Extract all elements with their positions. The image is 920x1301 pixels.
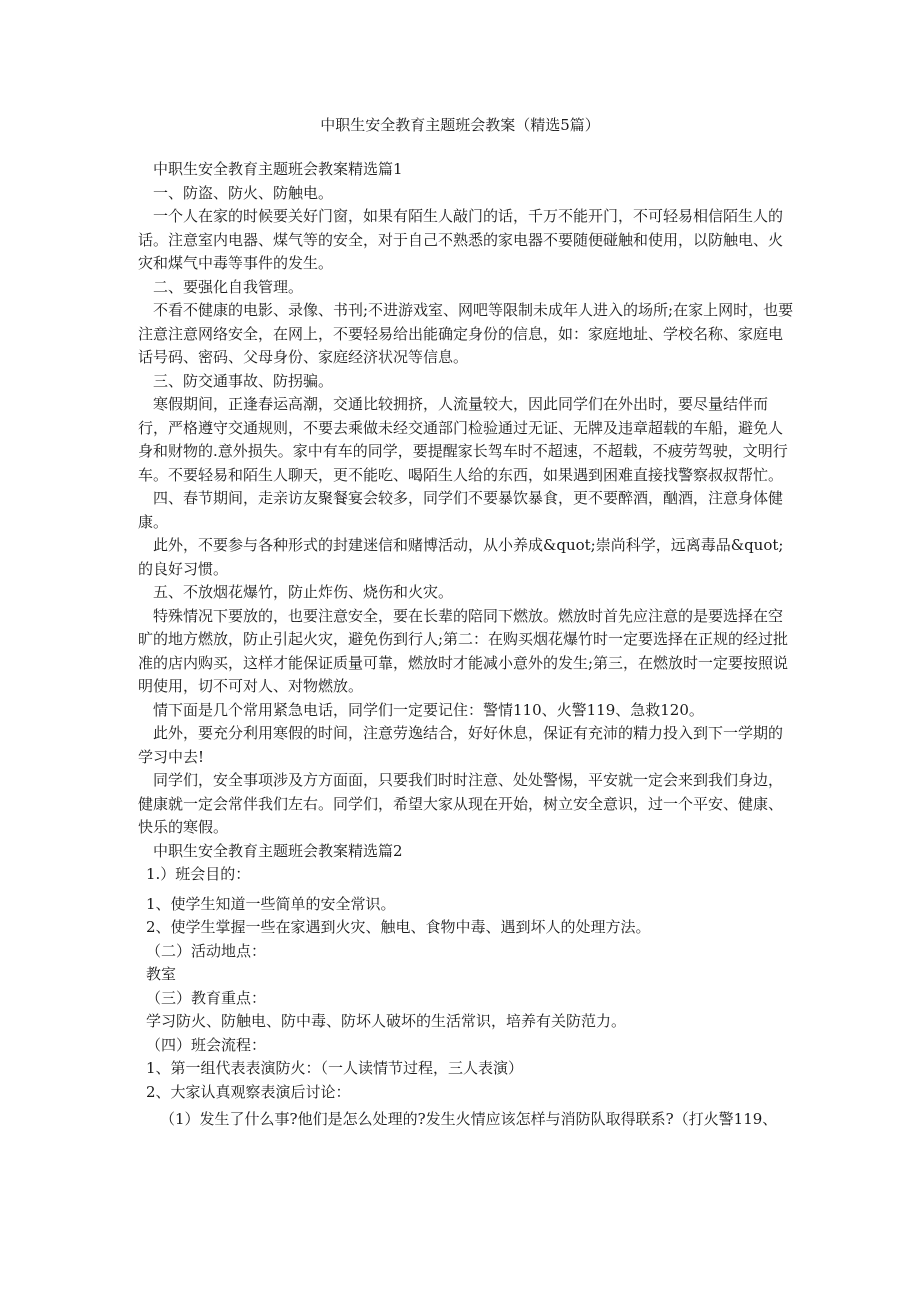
part1-section3-title: 三、防交通事故、防拐骗。 — [153, 371, 334, 390]
part2-heading: 中职生安全教育主题班会教案精选篇2 — [153, 841, 403, 860]
part1-closing: 同学们，安全事项涉及方方面面，只要我们时时注意、处处警惕，平安就一定会来到我们身边，健康就一定会常伴我们左右。同学们，希望大家从现在开始，树立安全意识，过一个平安、健康、快乐的寒假。 — [138, 771, 784, 836]
document-title: 中职生安全教育主题班会教案（精选5篇） — [320, 116, 600, 134]
document-body — [138, 158, 794, 1132]
part1-section4-extra: 此外，不要参与各种形式的封建迷信和赌博活动，从小养成&quot;崇尚科学，远离毒品&quot;的良好习惯。 — [138, 536, 784, 578]
part2-place: 教室 — [146, 965, 177, 983]
part1-section4-text: 四、春节期间，走亲访友聚餐宴会较多，同学们不要暴饮暴食，更不要醉酒，酗酒，注意身体健康。 — [138, 489, 784, 531]
part1-section1-title: 一、防盗、防火、防触电。 — [153, 183, 334, 202]
part1-heading: 中职生安全教育主题班会教案精选篇1 — [153, 160, 403, 178]
part1-section2-text: 不看不健康的电影、录像、书刊;不进游戏室、网吧等限制未成年人进入的场所;在家上网时，也要注意注意网络安全，在网上，不要轻易给出能确定身份的信息，如：家庭地址、学校名称、家庭电话号码、密码、父母身份、家庭经济状况等信息。 — [138, 301, 794, 366]
part1-rest-advice: 此外，要充分利用寒假的时间，注意劳逸结合，好好休息，保证有充沛的精力投入到下一学期的学习中去! — [138, 724, 784, 766]
part2-goal-title: 1.）班会目的： — [146, 865, 251, 883]
part2-focus: 学习防火、防触电、防中毒、防坏人破坏的生活常识，培养有关防范力。 — [146, 1012, 627, 1030]
part1-section5-title: 五、不放烟花爆竹，防止炸伤、烧伤和火灾。 — [153, 583, 454, 601]
part2-goal-2: 2、使学生掌握一些在家遇到火灾、触电、食物中毒、遇到坏人的处理方法。 — [146, 918, 651, 936]
part1-emergency-phones: 情下面是几个常用紧急电话，同学们一定要记住：警情110、火警119、急救120。 — [153, 700, 704, 719]
part1-section2-title: 二、要强化自我管理。 — [153, 277, 304, 296]
part2-flow-title: （四）班会流程： — [146, 1035, 267, 1054]
part2-flow-1: 1、第一组代表表演防火：（一人读情节过程，三人表演） — [146, 1059, 524, 1077]
part2-place-title: （二）活动地点： — [146, 941, 267, 960]
part1-section5-text: 特殊情况下要放的，也要注意安全，要在长辈的陪同下燃放。燃放时首先应注意的是要选择在空旷的地方燃放，防止引起火灾，避免伤到行人;第二：在购买烟花爆竹时一定要选择在正规的经过批准的店内购买，这样才能保证质量可靠，燃放时才能减小意外的发生;第三，在燃放时一定要按照说明使用，切不可对人、对物燃放。 — [138, 606, 789, 695]
part2-focus-title: （三）教育重点： — [146, 988, 267, 1007]
part2-goal-1: 1、使学生知道一些简单的安全常识。 — [146, 894, 396, 913]
part2-question-1: （1）发生了什么事?他们是怎么处理的?发生火情应该怎样与消防队取得联系?（打火警119、 — [160, 1110, 778, 1128]
part1-section1-text: 一个人在家的时候要关好门窗，如果有陌生人敲门的话，千万不能开门，不可轻易相信陌生人的话。注意室内电器、煤气等的安全，对于自己不熟悉的家电器不要随便碰触和使用，以防触电、火灾和煤气中毒等事件的发生。 — [138, 207, 784, 272]
part2-flow-2: 2、大家认真观察表演后讨论： — [146, 1082, 351, 1101]
part1-section3-text: 寒假期间，正逢春运高潮，交通比较拥挤，人流量较大，因此同学们在外出时，要尽量结伴而行，严格遵守交通规则，不要去乘做未经交通部门检验通过无证、无牌及违章超载的车船，避免人身和财物的.意外损失。家中有车的同学，要提醒家长驾车时不超速，不超载，不疲劳驾驶，文明行车。不要轻易和陌生人聊天，更不能吃、喝陌生人给的东西，如果遇到困难直接找警察叔叔帮忙。 — [138, 395, 788, 484]
